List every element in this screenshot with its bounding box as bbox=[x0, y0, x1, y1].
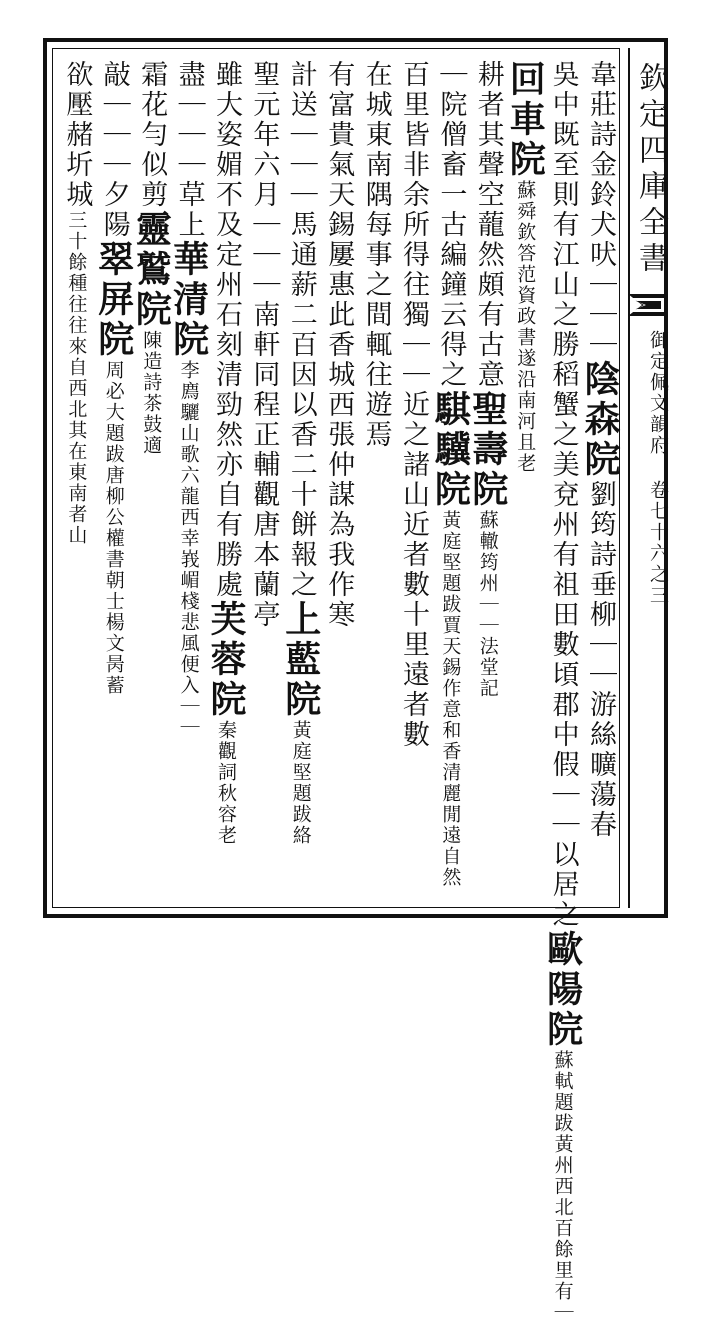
text-segment: 周必大題跋唐柳公權書朝士楊文昺蓄 bbox=[102, 360, 125, 696]
text-segment: 雖大姿媚不及定州石刻清勁然亦自有勝處 bbox=[211, 60, 242, 600]
text-segment: 劉筠詩垂柳｜｜游絲曠蕩春 bbox=[585, 480, 616, 840]
text-column bbox=[580, 60, 620, 840]
text-segment: 韋莊詩金鈴犬吠｜｜｜ bbox=[585, 60, 616, 360]
text-segment: 百里皆非余所得往獨｜｜近 bbox=[398, 60, 429, 420]
text-column bbox=[56, 60, 96, 546]
entry-heading: 翠屏院 bbox=[92, 240, 135, 360]
text-column bbox=[468, 60, 508, 699]
text-column bbox=[169, 60, 209, 738]
text-segment: 黃庭堅題跋絡 bbox=[289, 720, 312, 846]
text-column bbox=[543, 60, 583, 1323]
text-segment: 敲｜｜｜夕陽 bbox=[98, 60, 130, 240]
text-segment: 之諸山近者數十里遠者數 bbox=[398, 420, 429, 750]
fish-tail-mark bbox=[628, 290, 668, 320]
text-segment: 蘇轍筠州｜｜法堂記 bbox=[476, 510, 499, 699]
text-segment: 盡｜｜｜草上 bbox=[173, 60, 205, 240]
entry-heading: 回車院 bbox=[504, 60, 547, 180]
text-segment: 計送｜｜｜馬通薪二百因以香二十餅報之 bbox=[285, 60, 317, 600]
text-column bbox=[94, 60, 134, 696]
text-segment: 吳中既至則有江山之勝稻蟹之美兗州有祖田數頃郡中假｜｜以居之 bbox=[547, 60, 579, 930]
text-segment: 有富貴氣天錫屢惠此香城西張仲謀為我作寒 bbox=[323, 60, 355, 630]
text-segment: 黃庭堅題跋賈天錫作意和香清麗閒遠自然 bbox=[439, 510, 462, 888]
text-segment: ｜院僧畜一古編鐘云得之 bbox=[435, 60, 467, 390]
text-column bbox=[505, 60, 545, 474]
text-column bbox=[393, 60, 433, 750]
text-segment: 聖元年六月｜｜｜南軒同程正輔觀唐本蘭亭 bbox=[248, 60, 280, 630]
library-title: 欽定四庫全書 bbox=[633, 62, 668, 278]
text-segment: 耕者其聲空蘢然頗有古意 bbox=[472, 60, 504, 390]
text-segment: 陳造詩茶鼓適 bbox=[140, 330, 163, 456]
entry-heading: 騏驥院 bbox=[429, 390, 472, 510]
text-column bbox=[131, 60, 171, 456]
text-segment: 蘇舜欽答范資政書遂沿南河且老 bbox=[514, 180, 537, 474]
text-column bbox=[318, 60, 358, 630]
entry-heading: 上藍院 bbox=[279, 600, 322, 720]
text-segment: 蘇軾題跋黃州西北百餘里有｜ bbox=[551, 1050, 574, 1323]
text-column bbox=[243, 60, 283, 630]
volume-info: 御定佩文韻府 卷七十六之三 bbox=[647, 330, 669, 606]
entry-heading: 華清院 bbox=[167, 240, 210, 360]
text-segment: 欲壓赭圻城 bbox=[61, 60, 93, 210]
text-column bbox=[206, 60, 246, 846]
text-column bbox=[356, 60, 396, 450]
entry-heading: 靈鷲院 bbox=[130, 210, 173, 330]
text-segment: 李廌驪山歌六龍西幸峩嵋棧悲風便入｜｜ bbox=[177, 360, 200, 738]
text-segment: 在城東南隅每事之間輒往遊焉 bbox=[360, 60, 392, 450]
text-segment: 三十餘種往往來自西北其在東南者山 bbox=[65, 210, 88, 546]
text-segment: 霜花勻似剪 bbox=[136, 60, 168, 210]
text-segment: 秦觀詞秋容老 bbox=[215, 720, 237, 846]
text-column bbox=[281, 60, 321, 846]
text-column bbox=[430, 60, 470, 888]
entry-heading: 芙蓉院 bbox=[205, 600, 247, 720]
entry-heading: 歐陽院 bbox=[541, 930, 584, 1050]
entry-heading: 陰森院 bbox=[579, 360, 621, 480]
entry-heading: 聖壽院 bbox=[466, 390, 509, 510]
